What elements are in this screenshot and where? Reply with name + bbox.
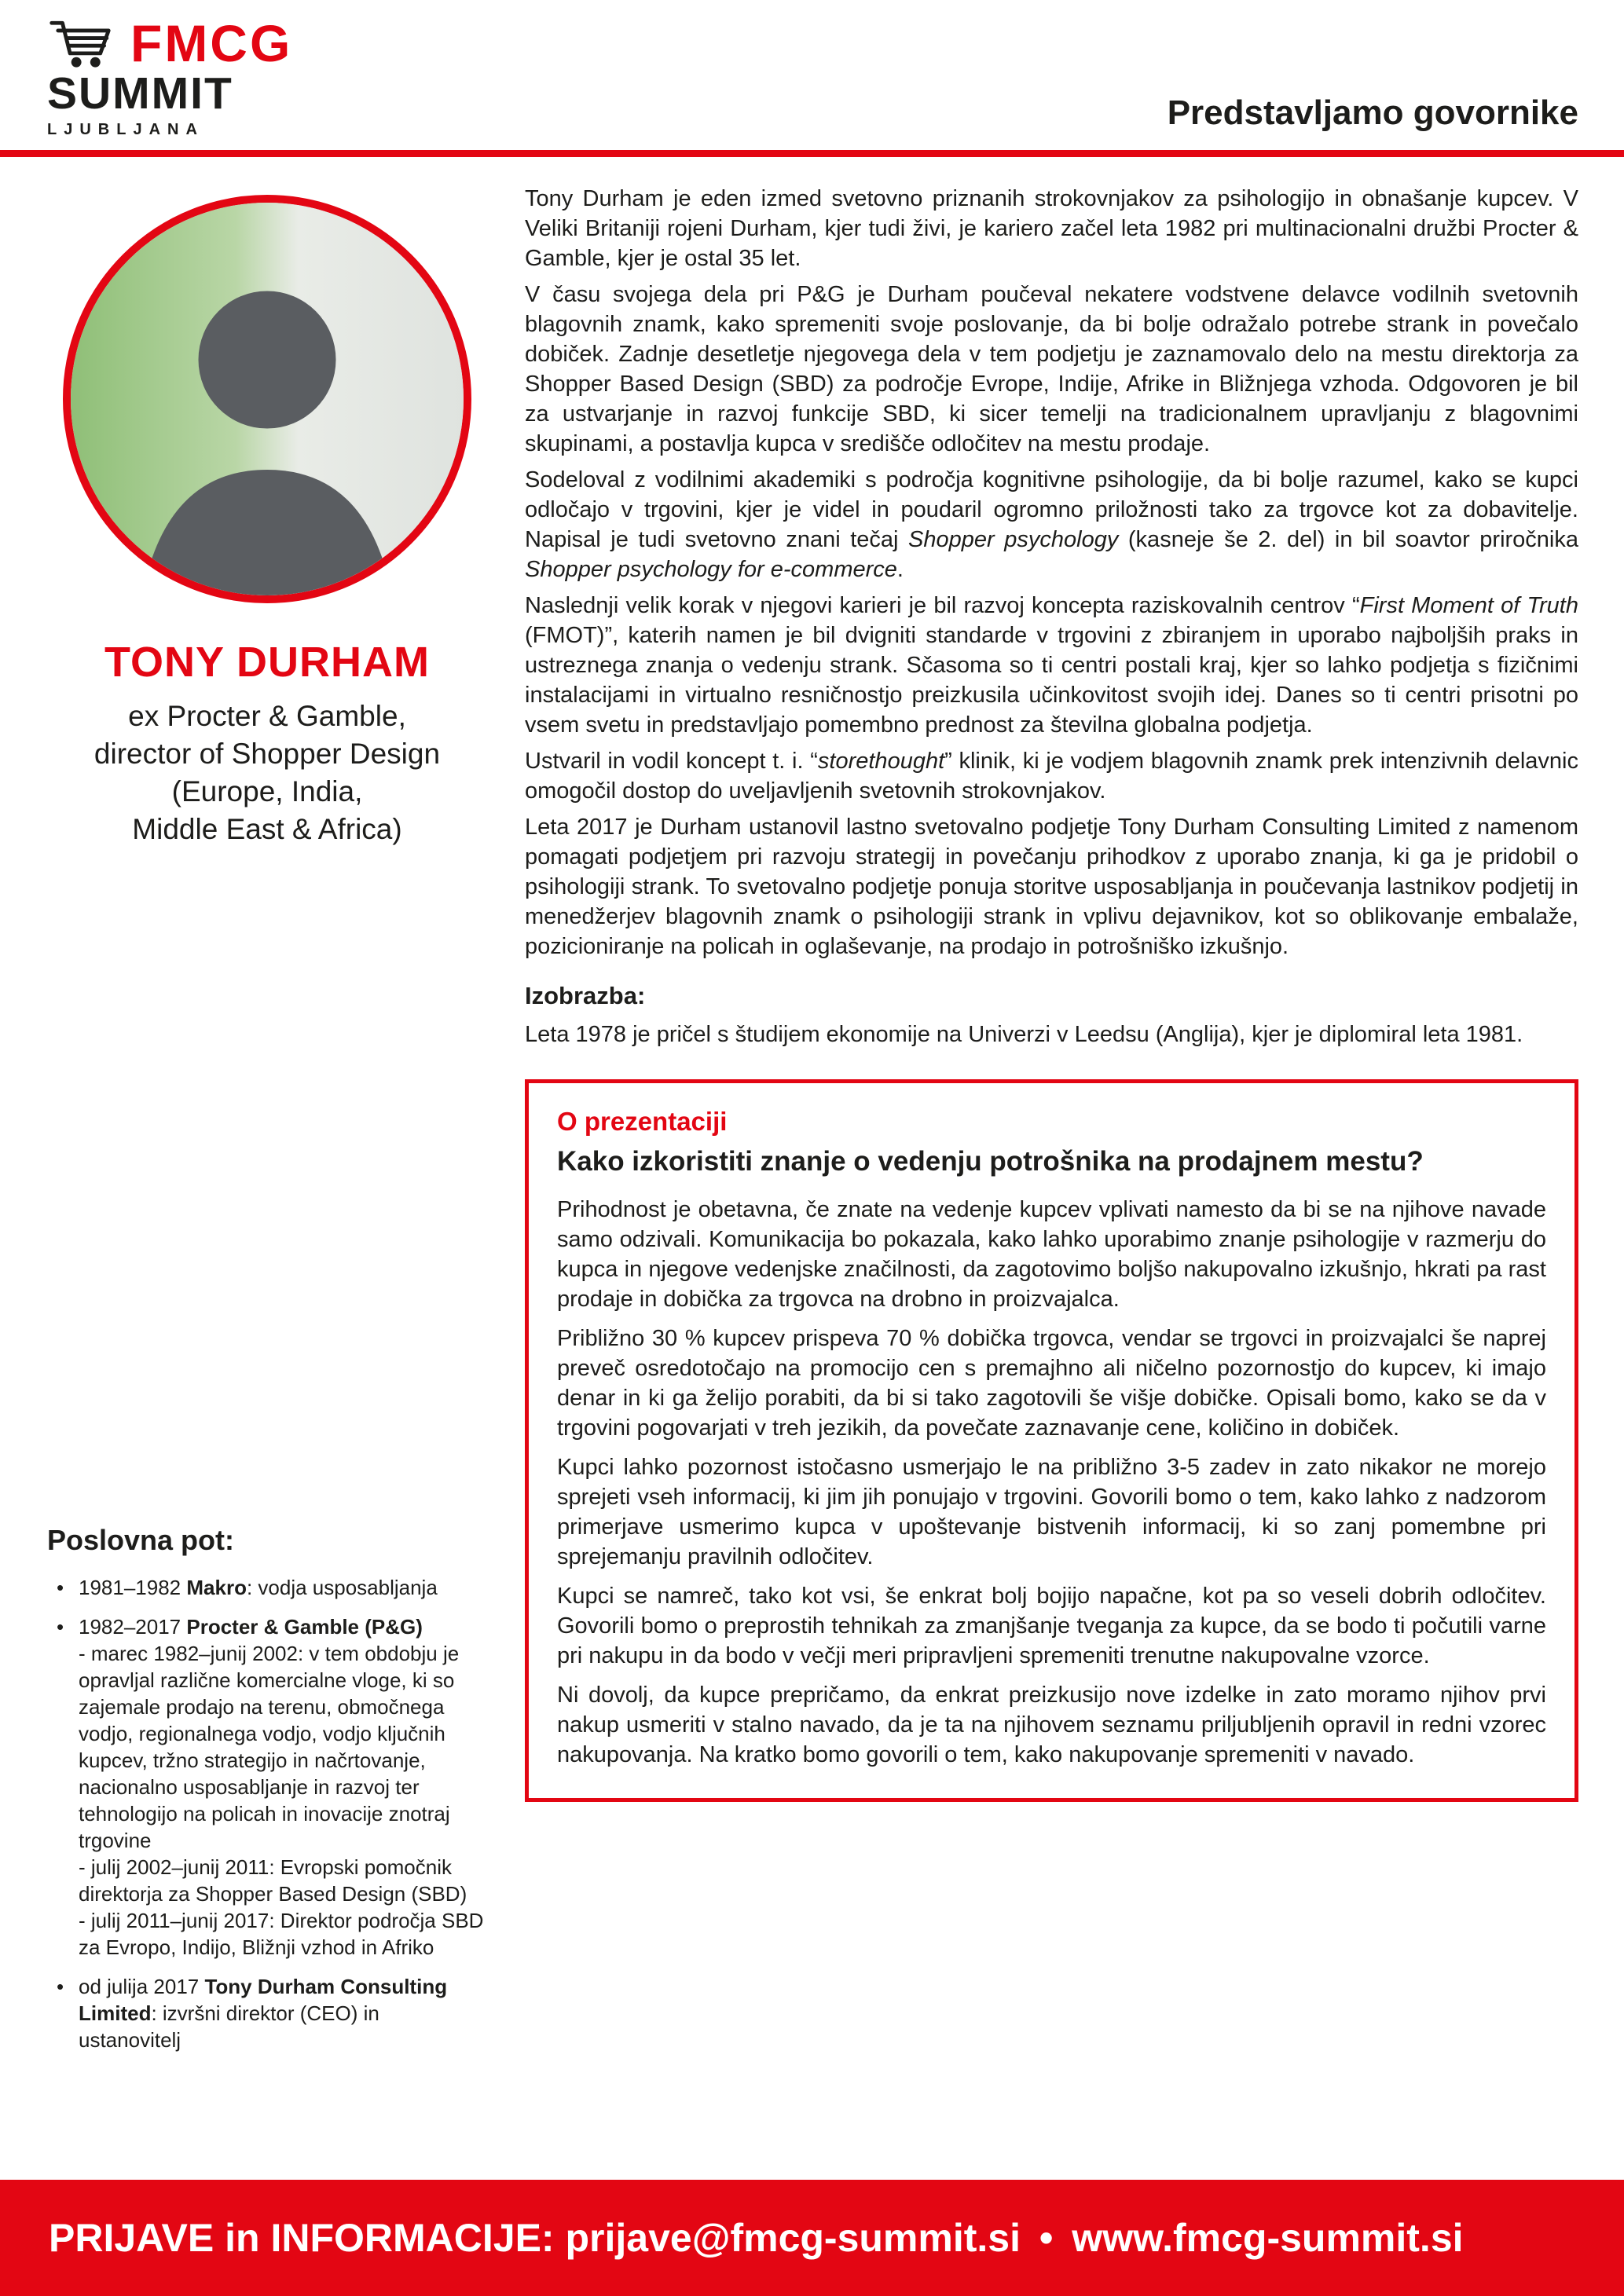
career-item: • od julija 2017 Tony Durham Consulting Limited: izvršni direktor (CEO) in ustanovitelj	[47, 1973, 487, 2053]
footer-website-link[interactable]: www.fmcg-summit.si	[1072, 2216, 1464, 2260]
speaker-title	[47, 698, 487, 848]
footer-bar	[0, 2180, 1624, 2296]
presentation-paragraph: Približno 30 % kupcev prispeva 70 % dobička trgovca, vendar se trgovci in proizvajalci še naprej preveč osredotočajo na promocijo cen s premajhno ali ničelno pozornostjo do kupcev, ki imajo denar in ki ga želijo porabiti, da bi si tako zagotovili še višje dobičke. Opisali bomo, kako se da v trgovini pogovarjati v treh jezikih, da povečate zaznavanje cene, količino in dobiček.	[557, 1325, 1546, 1441]
bio-paragraph: Sodeloval z vodilnimi akademiki s področja kognitivne psihologije, da bi bolje razumel, kako se kupci odločajo v trgovini, kjer je videl in poudaril ogromno priložnosti tako za trgovce kot za dobavitelje. Napisal je tudi svetovno znani tečaj Shopper psychology (kasneje še 2. del) in bil soavtor priročnika Shopper psychology for e-commerce.	[525, 467, 1578, 582]
bio-paragraph: Ustvaril in vodil koncept t. i. “storethought” klinik, ki je vodjem blagovnih znamk prek intenzivnih delavnic omogočil dostop do uveljavljenih svetovnih strokovnjakov.	[525, 748, 1578, 804]
left-column	[47, 184, 487, 2066]
logo-summit-text: SUMMIT	[47, 68, 233, 119]
education-heading: Izobrazba:	[525, 981, 646, 1009]
speaker-photo	[63, 195, 471, 603]
presentation-box	[525, 1079, 1578, 1802]
right-column	[525, 184, 1578, 2066]
bio-paragraph: V času svojega dela pri P&G je Durham poučeval nekatere vodstvene delavce vodilnih svetovnih blagovnih znamk, kako spremeniti svoje poslovanje, da bi bolje odražalo potrebe strank in povečalo dobiček. Zadnje desetletje njegovega dela v tem podjetju je zaznamovalo delo na mestu direktorja za Shopper Based Design (SBD) za področje Evrope, Indije, Afrike in Bližnjega vzhoda. Odgovoren je bil za ustvarjanje in razvoj funkcije SBD, ki sicer temelji na tradicionalnem upravljanju z blagovnimi skupinami, a postavlja kupca v središče odločitev na mestu prodaje.	[525, 281, 1578, 456]
fmcg-summit-logo	[47, 14, 293, 139]
biography	[525, 184, 1578, 961]
presentation-paragraph: Prihodnost je obetavna, če znate na vedenje kupcev vplivati namesto da bi se na njihove navade samo odzivali. Komunikacija bo pokazala, kako lahko uporabimo znanje psihologije v razmerju do kupca in njegove vedenjske značilnosti, da zagotovimo boljšo nakupovalno izkušnjo, hkrati pa rast prodaje in dobička za trgovca na drobno in proizvajalca.	[557, 1196, 1546, 1312]
bio-paragraph: Tony Durham je eden izmed svetovno priznanih strokovnjakov za psihologijo in obnašanje kupcev. V Veliki Britaniji rojeni Durham, kjer tudi živi, je kariero začel leta 1982 pri multinacionalni družbi Procter & Gamble, kjer je ostal 35 let.	[525, 185, 1578, 271]
footer-label: PRIJAVE in INFORMACIJE:	[49, 2216, 555, 2260]
career-section	[47, 1524, 487, 2053]
presentation-paragraph: Kupci lahko pozornost istočasno usmerjajo le na približno 3-5 zadev in zato nikakor ne morejo sprejeti vseh informacij, ki jim jih ponujajo v trgovini. Govorili bomo o tem, kako lahko z nadzorom primerjave usmerimo kupca v upoštevanje bistvenih informacij, ki so zanj pomembne pri sprejemanju pravilnih odločitev.	[557, 1454, 1546, 1569]
footer-email-link[interactable]: prijave@fmcg-summit.si	[565, 2216, 1021, 2260]
bio-paragraph: Naslednji velik korak v njegovi karieri je bil razvoj koncepta raziskovalnih centrov “First Moment of Truth (FMOT)”, katerih namen je bil dvigniti standarde v trgovini z zbiranjem in uporabo najboljših praks in ustreznega znanja o vedenju strank. Sčasoma so ti centri postali kraj, kjer so lahko podjetja s fizičnimi instalacijami in virtualno resničnostjo preizkusila učinkovitost svojih idej. Danes so ti centri prisotni po vsem svetu in predstavljajo pomembno prednost za številna globalna podjetja.	[525, 592, 1578, 738]
presentation-title: Kako izkoristiti znanje o vedenju potrošnika na prodajnem mestu?	[557, 1145, 1424, 1177]
shopping-cart-icon	[47, 17, 119, 69]
speaker-title-line: director of Shopper Design	[93, 737, 441, 770]
presentation-body	[557, 1195, 1546, 1770]
header-tagline: Predstavljamo govornike	[1167, 93, 1578, 132]
career-item: • 1981–1982 Makro: vodja usposabljanja	[47, 1574, 487, 1601]
logo-fmcg-text: FMCG	[130, 14, 293, 72]
person-silhouette-icon	[71, 203, 464, 595]
speaker-title-line: (Europe, India,	[171, 774, 363, 807]
presentation-heading: O prezentaciji	[557, 1106, 728, 1136]
presentation-paragraph: Kupci se namreč, tako kot vsi, še enkrat bolj bojijo napačne, kot pa so veseli dobrih odločitev. Govorili bomo o preprostih tehnikah za zmanjšanje tveganja za kupce, da se bodo ti počutili varne pri nakupu in da bodo v večji meri pripravljeni spremeniti trenutne nakupovalne vzorce.	[557, 1583, 1546, 1668]
education-text: Leta 1978 je pričel s študijem ekonomije na Univerzi v Leedsu (Anglija), kjer je diplomiral leta 1981.	[525, 1021, 1523, 1047]
footer-separator: •	[1039, 2216, 1054, 2260]
footer-contact	[49, 2215, 1464, 2261]
speaker-title-line: ex Procter & Gamble,	[128, 699, 406, 732]
speaker-title-line: Middle East & Africa)	[132, 812, 402, 845]
logo-city-text: LJUBLJANA	[47, 120, 204, 138]
career-item: • 1982–2017 Procter & Gamble (P&G) - marec 1982–junij 2002: v tem obdobju je opravljal različne komercialne vloge, ki so zajemale prodajo na terenu, območnega vodjo, regionalnega vodjo, vodjo ključnih kupcev, tržno strategijo in načrtovanje, nacionalno usposabljanje in razvoj ter tehnologijo na policah in inovacije znotraj trgovine - julij 2002–junij 2011: Evropski pomočnik direktorja za Shopper Based Design (SBD) - julij 2011–junij 2017: Direktor področja SBD za Evropo, Indijo, Bližnji vzhod in Afriko	[47, 1613, 487, 1961]
main-content	[0, 157, 1624, 2066]
career-heading: Poslovna pot:	[47, 1523, 235, 1556]
speaker-name: TONY DURHAM	[104, 638, 431, 686]
presentation-paragraph: Ni dovolj, da kupce prepričamo, da enkrat preizkusijo nove izdelke in zato moramo njihov prvi nakup usmeriti v stalno navado, da je ta na njihovem seznamu priljubljenih opravil in redni vzorec nakupovanja. Na kratko bomo govorili o tem, kako nakupovanje spremeniti v navado.	[557, 1682, 1546, 1767]
header	[0, 0, 1624, 150]
career-list	[47, 1574, 487, 2053]
header-divider	[0, 150, 1624, 157]
bio-paragraph: Leta 2017 je Durham ustanovil lastno svetovalno podjetje Tony Durham Consulting Limited z namenom pomagati podjetjem pri razvoju strategij in povečanju prihodkov z uporabo znanja, ki ga je pridobil o psihologiji strank. To svetovalno podjetje ponuja storitve usposabljanja in poučevanja lastnikov podjetij in menedžerjev blagovnih znamk o psihologiji strank in vplivu dejavnikov, kot so oblikovanje embalaže, pozicioniranje na policah in oglaševanje, na prodajo in potrošniško izkušnjo.	[525, 814, 1578, 959]
